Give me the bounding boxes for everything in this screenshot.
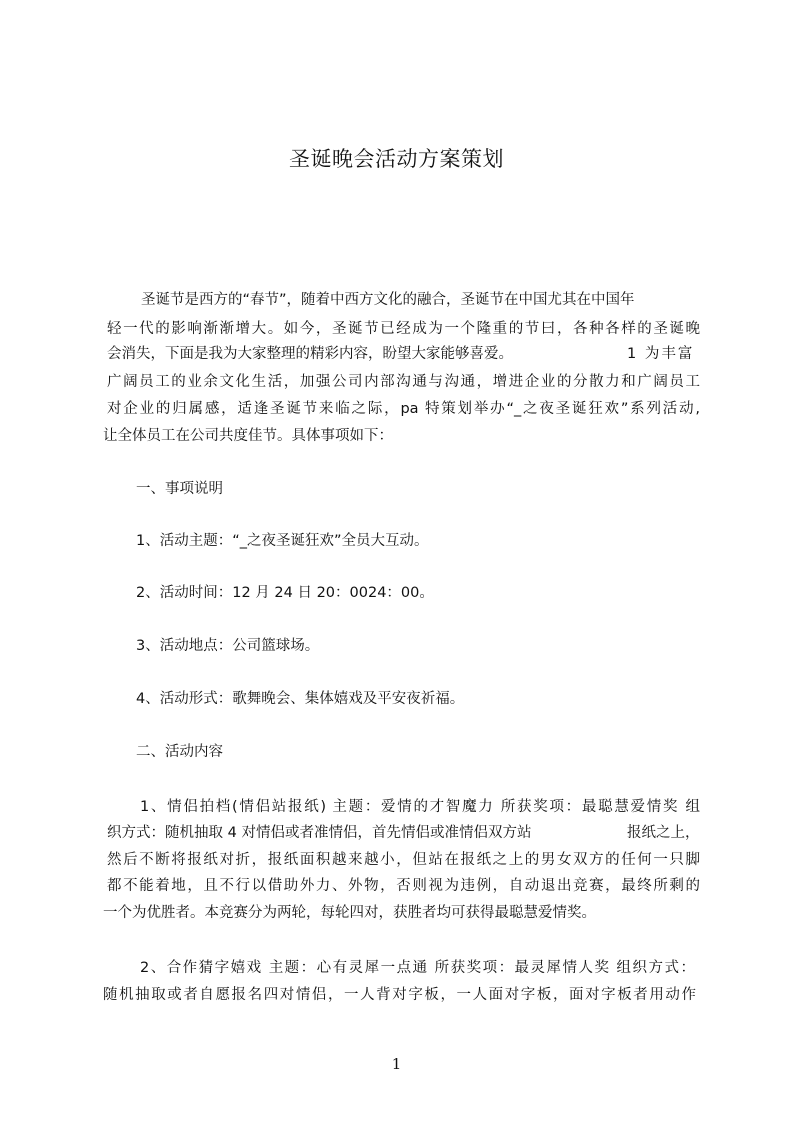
page-number: 1 xyxy=(391,1055,402,1073)
intro-line: 圣诞节是西方的“春节”，随着中西方文化的融合，圣诞节在中国尤其在中国年 xyxy=(141,292,635,308)
content-line: 一个为优胜者。本竞赛分为两轮，每轮四对，获胜者均可获得最聪慧爱情奖。 xyxy=(103,905,596,921)
content-line: 都不能着地，且不行以借助外力、外物，否则视为违例，自动退出竞赛，最终所剩的 xyxy=(107,878,700,894)
content-line: 2、合作猜字嬉戏 主题：心有灵犀一点通 所获奖项：最灵犀情人奖 组织方式： xyxy=(140,960,695,976)
content-line: 报纸之上， xyxy=(627,825,700,841)
document-title: 圣诞晚会活动方案策划 xyxy=(289,147,504,171)
section-heading: 二、活动内容 xyxy=(136,744,223,760)
list-item: 1、活动主题：“_之夜圣诞狂欢”全员大互动。 xyxy=(136,533,429,549)
intro-line: 让全体员工在公司共度佳节。具体事项如下： xyxy=(103,428,393,444)
intro-line: 1 为丰富 xyxy=(627,346,695,362)
content-line: 织方式：随机抽取 4 对情侣或者准情侣，首先情侣或准情侣双方站 xyxy=(107,825,532,841)
intro-line: 对企业的归属感，适逢圣诞节来临之际，pa 特策划举办“_之夜圣诞狂欢”系列活动, xyxy=(107,401,700,417)
intro-line: 轻一代的影响渐渐增大。如今，圣诞节已经成为一个隆重的节曰，各种各样的圣诞晚 xyxy=(107,321,700,337)
intro-line: 会消失，下面是我为大家整理的精彩内容，盼望大家能够喜爱。 xyxy=(107,346,513,362)
list-item: 4、活动形式：歌舞晚会、集体嬉戏及平安夜祈福。 xyxy=(136,691,465,707)
list-item: 2、活动时间：12 月 24 日 20：0024：00。 xyxy=(136,585,434,601)
content-line: 1、情侣拍档(情侣站报纸) 主题：爱情的才智魔力 所获奖项：最聪慧爱情奖 组 xyxy=(140,799,700,815)
content-line: 然后不断将报纸对折，报纸面积越来越小，但站在报纸之上的男女双方的任何一只脚 xyxy=(107,852,700,868)
intro-line: 广阔员工的业余文化生活，加强公司内部沟通与沟通，增进企业的分散力和广阔员工 xyxy=(107,374,700,390)
section-heading: 一、事项说明 xyxy=(136,481,223,497)
content-line: 随机抽取或者自愿报名四对情侣，一人背对字板，一人面对字板，面对字板者用动作 xyxy=(103,987,696,1003)
list-item: 3、活动地点：公司篮球场。 xyxy=(136,638,320,654)
